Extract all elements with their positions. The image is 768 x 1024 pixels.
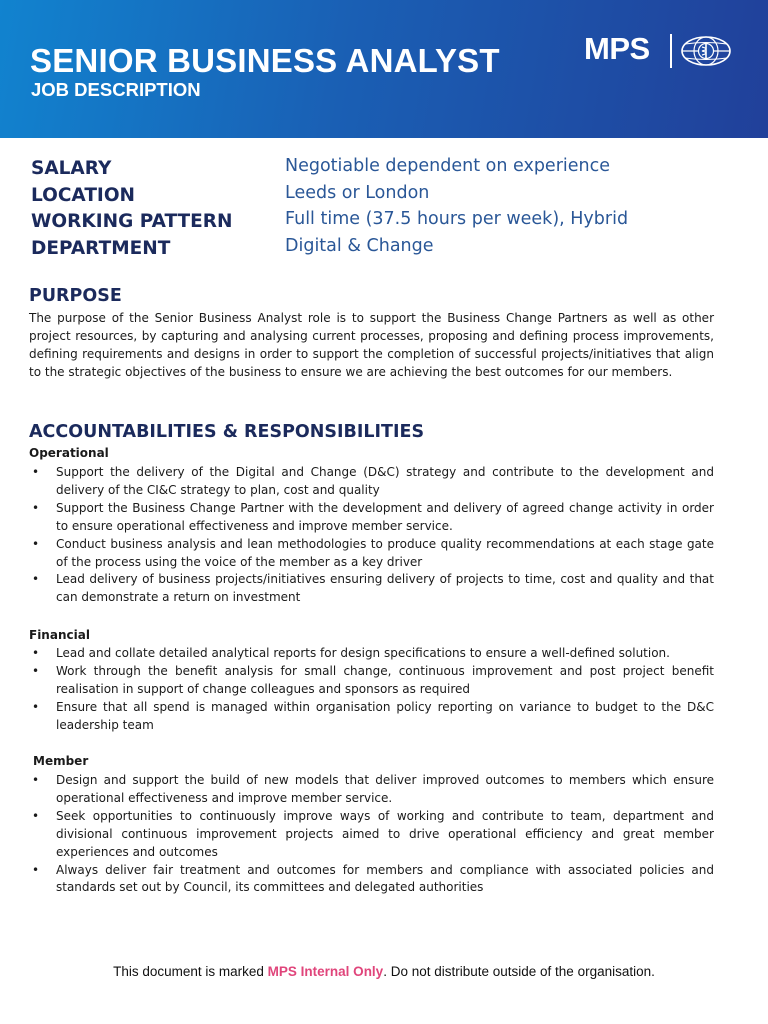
classification-footer	[0, 964, 768, 979]
logo-divider	[670, 34, 672, 68]
list-item: • Design and support the build of new models that deliver improved outcomes to members which ensure operational effectiveness and improve member service.	[29, 772, 714, 808]
fact-value: Digital & Change	[285, 236, 434, 257]
list-item: • Lead and collate detailed analytical reports for design specifications to ensure a well-defined solution.	[29, 645, 714, 663]
list-item: • Ensure that all spend is managed within organisation policy reporting on variance to budget to the D&C leadership team	[29, 699, 714, 735]
caduceus-globe-icon	[680, 33, 732, 69]
fact-value: Leeds or London	[285, 182, 430, 203]
list-item: • Work through the benefit analysis for small change, continuous improvement and post project benefit realisation in support of change colleagues and sponsors as required	[29, 663, 714, 699]
list-item: • Support the delivery of the Digital and Change (D&C) strategy and contribute to the development and delivery of the CI&C strategy to plan, cost and quality	[29, 464, 714, 500]
mps-logo	[584, 31, 734, 71]
list-item: • Seek opportunities to continuously improve ways of working and contribute to team, department and divisional continuous improvement projects aimed to drive operational efficiency and great member experiences and outcomes	[29, 808, 714, 862]
list-item: • Always deliver fair treatment and outcomes for members and compliance with associated policies and standards set out by Council, its committees and delegated authorities	[29, 862, 714, 898]
fact-label: WORKING PATTERN	[31, 211, 233, 233]
member-list	[29, 772, 714, 897]
list-item: • Conduct business analysis and lean methodologies to produce quality recommendations at each stage gate of the process using the voice of the member as a key driver	[29, 536, 714, 572]
fact-location	[31, 182, 731, 212]
fact-value: Full time (37.5 hours per week), Hybrid	[285, 209, 629, 230]
fact-label: LOCATION	[31, 184, 136, 206]
operational-heading: Operational	[29, 446, 109, 460]
purpose-heading: PURPOSE	[29, 286, 122, 306]
list-item: • Support the Business Change Partner with the development and delivery of agreed change activity in order to ensure operational effectiveness and improve member service.	[29, 500, 714, 536]
footer-suffix: . Do not distribute outside of the organisation.	[383, 964, 655, 979]
accountabilities-heading: ACCOUNTABILITIES & RESPONSIBILITIES	[29, 422, 425, 442]
fact-label: DEPARTMENT	[31, 238, 171, 260]
footer-prefix: This document is marked	[113, 964, 268, 979]
footer-classification: MPS Internal Only	[267, 964, 384, 979]
fact-salary	[31, 158, 731, 185]
header-banner	[0, 0, 768, 138]
fact-working-pattern	[31, 211, 731, 238]
list-item: • Lead delivery of business projects/initiatives ensuring delivery of projects to time, cost and quality and that can demonstrate a return on investment	[29, 571, 714, 607]
page-subtitle: JOB DESCRIPTION	[31, 79, 201, 100]
member-heading: Member	[33, 754, 89, 768]
logo-wordmark: MPS	[584, 31, 650, 66]
financial-list	[29, 645, 714, 735]
fact-department	[31, 238, 731, 265]
operational-list	[29, 464, 714, 607]
financial-heading: Financial	[29, 628, 90, 642]
purpose-text: The purpose of the Senior Business Analyst role is to support the Business Change Partners as well as other project resources, by capturing and analysing current processes, proposing and defining process improvements, defining requirements and designs in order to support the completion of successful projects/initiatives that align to the strategic objectives of the business to ensure we are achieving the best outcomes for our members.	[29, 311, 714, 379]
fact-label: SALARY	[31, 158, 112, 179]
job-facts	[31, 158, 731, 265]
page-title: SENIOR BUSINESS ANALYST	[30, 42, 500, 79]
fact-value: Negotiable dependent on experience	[285, 156, 611, 176]
